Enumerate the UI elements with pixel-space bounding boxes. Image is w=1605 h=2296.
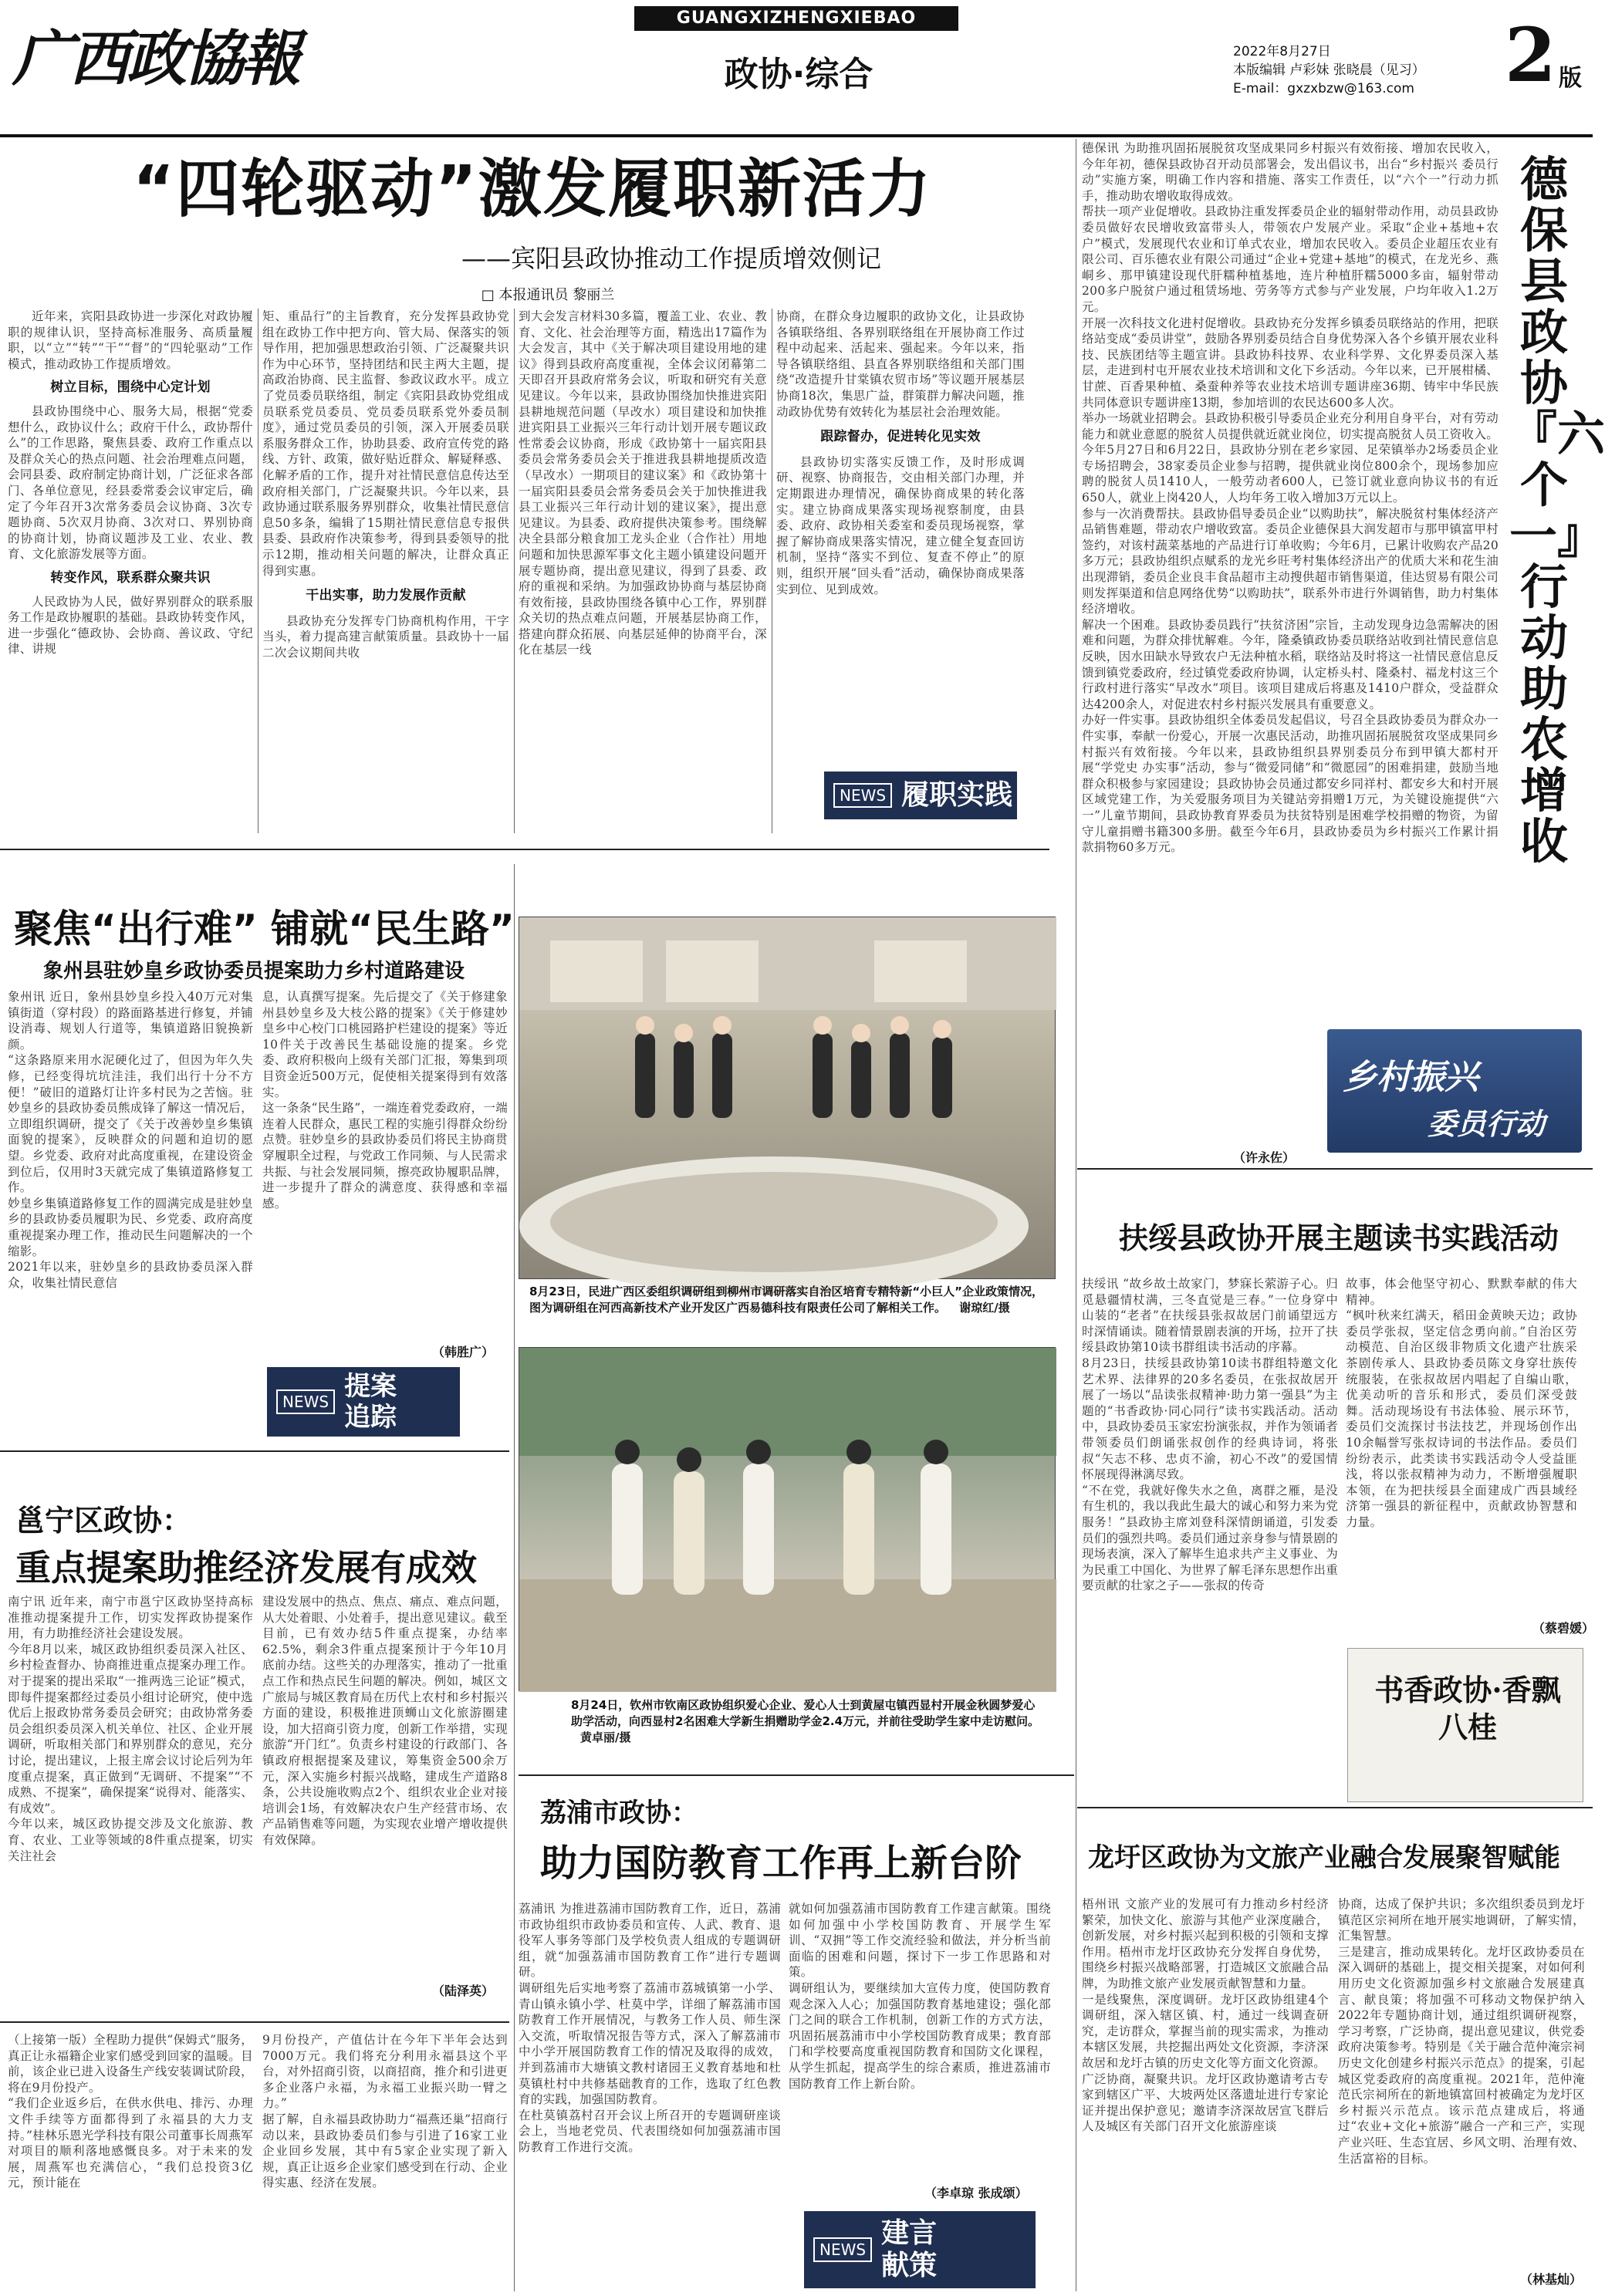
longxu-column-1: 梧州讯 文旅产业的发展可有力推动乡村经济繁荣，加快文化、旅游与其他产业深度融合，创新发展，对乡村振兴起到积极的引领和支撑作用。梧州市龙圩区政协充分发挥自身优势，围绕乡村振兴战略部署，打造城区文旅融合品牌，为助推文旅产业发展贡献智慧和力量。 一是线聚焦，深度调研。龙圩区政协组建4个调研组，深入辖区镇、村，通过一线调查研究，走访群众，掌握当前的现实需求，为推动本辖区发展，共挖掘出两处文化资源，李济深故居和龙圩古镇的历史文化等方面文化资源。 广泛协商，凝聚共识。龙圩区政协邀请考古专家到辖区广平、大坡两处区落遗址进行专家论证并提出保护意见；邀请李济深故居宣飞群后人及城区有关部门召开文化旅游座谈: [1082, 1897, 1329, 2134]
lead-paragraph: 近年来，宾阳县政协进一步深化对政协履职的规律认识，坚持高标准服务、高质量履职，以“立”“转”“干”“督”的“四轮驱动”工作模式，推动政协工作提质增效。: [8, 309, 253, 371]
lead-byline: □ 本报通讯员 黎丽兰: [481, 287, 615, 303]
photo-credit: 谢琼红/摄: [959, 1301, 1010, 1315]
xiangzhou-subtitle: 象州县驻妙皇乡政协委员提案助力乡村道路建设: [43, 960, 465, 983]
fusui-column-1: 扶绥讯 “故乡故土故家门，梦寐长萦游子心。归觅悬疆情杖满，三冬直觉是三春。”一位身穿中山装的“老者”在扶绥县张叔故居门前诵望远方时深情诵读。随着情景剧表演的开场，拉开了扶绥县政协第10读书群组读书活动的序幕。 8月23日，扶绥县政协第10读书群组特邀文化艺术界、法律界的20多名委员，在张叔故居开展了一场以“品读张叔精神·助力第一强县”为主题的“书香政协·同心同行”读书实践活动。活动中，县政协委员玉家宏扮演张叔，并作为领诵者带领委员们朗诵张叔创作的经典诗词，将张叔“矢志不移、忠贞不渝，初心不改”的爱国情怀展现得淋漓尽致。 “不在党，我就好像失水之鱼，离群之雁，是没有生机的，我以我此生最大的诚心和努力来为党服务！”县政协主席刘登科深情朗诵道，引发委员们的强烈共鸣。委员们通过亲身参与情景剧的现场表演，深入了解毕生追求共产主义事业、为为民重工中国化、为世界了解毛泽东思想作出重要贡献的壮家之子——张叔的传奇: [1082, 1277, 1338, 1593]
lead-paragraph: 到大会发言材料30多篇，覆盖工业、农业、教育、文化、社会治理等方面，精选出17篇作为大会发言，其中《关于解决项目建设用地的建议》得到县政府高度重视，全体会议闭幕第二天即召开县政府常务会议，听取和研究有关意见建议。今年以来，县政协围绕加快推进宾阳县耕地规范问题（早改水）项目建设和加快推进宾阳县工业振兴三年行动计划开展专题议政性常委会议协商，形成《政协第十一届宾阳县委员会常务委员会关于推进我县耕地提质改造（早改水）一期项目的建议案》和《政协第十一届宾阳县委员会常务委员会关于加快推进我县工业振兴三年行动计划的建议案》，提出意见建议。为县委、政府提供决策参考。围绕解决全县部分粮食加工龙头企业（合作社）用地问题和加快思源军事文化主题小镇建设问题开展专题协商，提出意见建议，得到了县委、政府的重视和采纳。为加强政协协商与基层协商有效衔接，县政协围绕各镇中心工作，界别群众关切的热点难点问题，开展基层协商工作，搭建向群众拓展、向基层延伸的协商平台，深化在基层一线: [519, 309, 767, 657]
xiangzhou-column-2: 息，认真撰写提案。先后提交了《关于修建象州县妙皇乡及大枝公路的提案》《关于修建妙皇乡中心校门口桃园路护栏建设的提案》等近10件关于改善民生基础设施的提案。乡党委、政府积极向上级有关部门汇报，筹集到项目资金近500万元，促使相关提案得到有效落实。 这一条条“民生路”，一端连着党委政府，一端连着人民群众，惠民工程的实施引得群众纷纷点赞。驻妙皇乡的县政协委员们将民主协商贯穿履职全过程，与党政工作同频、与人民需求共振、与社会发展同频，擦亮政协履职品牌，进一步提升了群众的满意度、获得感和幸福感。: [262, 990, 508, 1210]
longxu-headline: 龙圩区政协为文旅产业融合发展聚智赋能: [1088, 1842, 1560, 1873]
news-badge-advice: NEWS 建言献策: [804, 2211, 1036, 2288]
lead-paragraph: 县政协围绕中心、服务大局，根据“党委想什么，政协议什么；政府干什么，政协帮什么”的工作思路，聚焦县委、政府工作重点以及群众关心的热点问题、社会治理难点问题，会同县委、政府制定协商计划，广泛征求各部门、各单位意见，经县委常委会议审定后，确定了今年召开3次常务委员会议协商、3次专题协商、5次双月协商、3次对口、界别协商的协商计划，协商议题涉及工业、农业、教育、文化旅游发展等方面。: [8, 403, 253, 562]
fusui-bottom-rule: [1077, 1807, 1593, 1808]
section-title: 政协·综合: [724, 55, 873, 94]
caption-text: 8月24日，钦州市钦南区政协组织爱心企业、爱心人士到黄屋屯镇西显村开展金秋圆梦爱心助学活动，向西显村2名困难大学新生捐赠助学金2.4万元，并前往受助学生家中走访慰问。: [571, 1698, 1040, 1728]
dexiao-body: 德保讯 为助推巩固拓展脱贫攻坚成果同乡村振兴有效衔接、增加农民收入，今年年初，德保县政协召开动员部署会，发出倡议书，出台“乡村振兴 委员行动”实施方案，明确工作内容和措施、落实工作责任，以“六个一”行动力抓手，推动助农增收取得成效。 帮扶一项产业促增收。县政协注重发挥委员企业的辐射带动作用，动员县政协委员做好农民增收致富带头人，带领农户发展产业。采取“企业+基地+农户”模式，发展现代农业和订单式农业，增加农民收入。委员企业超压农业有限公司、百乐德农业有限公司通过“企业+党建+基地”的模式，在龙光乡、燕峒乡、那甲镇建设现代肝糯种植基地，连片种植肝糯5000多亩，辐射带动200多户脱贫户通过租赁场地、劳务等方式参与产业发展，户均年收入1.2万元。 开展一次科技文化进村促增收。县政协充分发挥乡镇委员联络站的作用，把联络站变成“委员讲堂”，鼓励各界别委员结合自身优势深入各个乡镇开展农业科技、民族团结等主题宣讲。县政协科技界、农业科学界、文化界委员深入基层，走进到村屯开展农业技术培训和文化下乡活动。今年以来，已开展柑橘、甘蔗、百香果种植、桑蚕种养等农业技术培训专题讲座36期、铸牢中华民族共同体意识专题讲座13期，参加培训的农民达600多人次。 举办一场就业招聘会。县政协积极引导委员企业充分利用自身平台，对有劳动能力和就业意愿的脱贫人员提供就近就业岗位，切实提高脱贫人员工资收入。今年5月27日和6月22日，县政协分别在老乡家园、足荣镇举办2场委员企业专场招聘会，38家委员企业参与招聘，提供就业岗位800余个，现场参加应聘的脱贫人员1410人，一般劳动者600人，已签订就业意向协议书的有近650人，就业上岗420人，人均年务工收入增加3万元以上。 参与一次消费帮扶。县政协倡导委员企业“以购助扶”，解决脱贫村集体经济产品销售难题，带动农户增收致富。委员企业德保县大润发超市与那甲镇富甲村签约，对该村蔬菜基地的产品进行订单收购；今年6月，已累计收购农产品20多万元；县政协组织点赋系的龙光乡旺考村集体经济出产的优质大米和花生油出现滞销，委员企业良丰食品超市主动搜供超市销售渠道，佳达贸易有限公司则发挥渠道和信息网络优势“以购助扶”，联系外市进行外调销售，助力村集体经济增收。 解决一个困难。县政协委员践行“扶贫济困”宗旨，主动发现身边急需解决的困难和问题，为群众排忧解难。今年，隆桑镇政协委员联络站收到社情民意信息反映，因水田缺水导致农户无法种植水稻，联络站及时将这一社情民意信息反馈到镇党委政府，经过镇党委政府协调，认定桥头村、隆桑村、福龙村这三个行政村进行落实“早改水”项目。该项目建成后将惠及1410户群众，受益群众达4200余人，对促进农村乡村振兴发展具有重要意义。 办好一件实事。县政协组织全体委员发起倡议，号召全县政协委员为群众办一件实事，奉献一份爱心，开展一次惠民活动，助推巩固拓展脱贫攻坚成果同乡村振兴有效衔接。今年以来，县政协组织县界别委员分布到甲镇大都村开展“学党史 办实事”活动，参与“微爱同储”和“微愿园”的困难捐建，鼓励当地群众积极参与家园建设；县政协协会员通过都安乡同祥村、都安乡大和村开展区域党建工作，为关爱服务项目为关键站旁捐赠1万元，为关键设施提供“六一”儿童节期间，县政协教育界委员为扶贫特别是困难学校捐赠的物资，为留守儿童捐赠书籍300多册。截至今年6月，县政协委员为乡村振兴工作累计捐款捐物60多万元。: [1082, 141, 1499, 855]
newspaper-logo: 广西政協報: [12, 24, 299, 94]
badge-line-2: 委员行动: [1428, 1107, 1546, 1141]
lead-section-heading: 转变作风，联系群众聚共识: [50, 569, 211, 586]
continuation-column-2: 9月份投产，产值估计在今年下半年会达到7000万元。我们将充分利用永福县这个平台，对外招商引资，以商招商，推介和引进更多企业落户永福，为永福工业振兴助一臂之力。” 据了解，自永福县政协助力“福燕还巢”招商行动以来，县政协委员们参与引进了16家工业企业回乡发展，其中有5家企业实现了新入规，真正让返乡企业家们感受到在行动、企业得实惠、经济在发展。: [262, 2033, 508, 2190]
news-badge-label: 履职实践: [901, 779, 1013, 811]
badge-calligraphy: 书香政协·香飘八桂: [1374, 1673, 1561, 1744]
yongning-headline: 重点提案助推经济发展有成效: [15, 1547, 477, 1589]
column-divider: [514, 864, 515, 2291]
lead-subtitle: ——宾阳县政协推动工作提质增效侧记: [461, 244, 881, 273]
lead-section-heading: 干出实事，助力发展作贡献: [306, 588, 466, 604]
photo-caption-2: [571, 1697, 1046, 1746]
lead-column-4: [776, 309, 1025, 772]
column-divider: [514, 309, 515, 833]
lead-paragraph: 县政协充分发挥专门协商机构作用，干字当头，着力提高建言献策质量。县政协十一届二次会议期间共收: [262, 613, 509, 660]
lipu-headline-pre: 荔浦市政协：: [540, 1798, 698, 1828]
editor-email: E-mail：gxzxbzw@163.com: [1233, 81, 1414, 96]
page-number-suffix: 版: [1559, 65, 1582, 92]
exhibition-hall-illustration: [519, 917, 1056, 1280]
yongning-column-1: 南宁讯 近年来，南宁市邕宁区政协坚持高标准推动提案提升工作，切实发挥政协提案作用，有力助推经济社会建设发展。 今年8月以来，城区政协组织委员深入社区、乡村检查督办、协商推进重点提案办理工作。对于提案的提出采取“一推两选三论证”模式，即每件提案都经过委员小组讨论研究，使中选优后上报政协常务委员会研究；由政协常务委员会组织委员深入机关单位、社区、企业开展调研，听取相关部门和界别群众的意见，充分讨论，提出建议，上报主席会议讨论后列为年度重点提案，真正做到“无调研、不提案”“不成熟、不提案”，确保提案“说得对、能落实、有成效”。 今年以来，城区政协提交涉及文化旅游、教育、农业、工业等领域的8件重点提案，切实关注社会: [8, 1595, 253, 1863]
continuation-column-1: （上接第一版）全程助力提供“保姆式”服务，真正让永福籍企业家们感受到回家的温暖。目前，该企业已进入设备生产线安装调试阶段，将在9月份投产。 “我们企业返乡后，在供水供电、排污、办理文件手续等方面都得到了永福县的大力支持。”桂林乐恩光学科技有限公司董事长周燕军对项目的顺利落地感慨良多。对于未来的发展，周燕军也充满信心，“我们总投资3亿元，预计能在: [8, 2033, 253, 2190]
xiangzhou-author: （韩胜广）: [432, 1345, 495, 1359]
caption-text: 8月23日，民进广西区委组织调研组到柳州市调研落实自治区培育专精特新“小巨人”企业政策情况，图为调研组在河西高新技术产业开发区广西易德科技有限责任公司了解相关工作。: [529, 1285, 1044, 1315]
news-badge-proposal: NEWS 提案追踪: [267, 1367, 460, 1437]
lead-bottom-rule: [0, 849, 1049, 850]
dexiao-bottom-rule: [1077, 1168, 1593, 1170]
longxu-column-2: 协商，达成了保护共识；多次组织委员到龙圩镇范区宗祠所在地开展实地调研，了解实情，汇集智慧。 三是建言，推动成果转化。龙圩区政协委员在深入调研的基础上，提交相关提案，对如何利用历史文化资源加强乡村文旅融合发展建真言、献良策；将加强不可移动文物保护纳入2022年专题协商计划，通过组织调研视察，学习考察，广泛协商，提出意见建议，供党委政府决策参考。特别是《关于融合范仲淹宗祠历史文化创建乡村振兴示范点》的提案，引起城区党委政府的高度重视。2021年，范仲淹范氏宗祠所在的新地镇富回村被确定为龙圩区乡村振兴示范点。该示范点建成后，将通过“农业+文化+旅游”融合一产和三产，实现产业兴旺、生态宜居、乡风文明、治理有效、生活富裕的目标。: [1338, 1897, 1585, 2166]
fusui-column-2: 故事，体会他坚守初心、默默奉献的伟大精神。 “枫叶秋来红满天，稻田金黄映天边；政协委员学张叔，坚定信念勇向前。”自治区劳动模范、自治区级非物质文化遗产壮族采茶剧传承人、县政协委员陈文身穿壮族传统服装，在张叔故居内唱起了自编山歌，优美动听的音乐和形式，委员们深受鼓舞。活动现场设有书法体验、展示环节，委员们交流探讨书法技艺，并现场创作出10余幅誉写张叔诗词的书法作品。委员们纷纷表示，此类读书实践活动令人受益匪浅，将以张叔精神为动力，不断增强履职本领，在为把扶绥县全面建成广西县域经济第一强县的新征程中，贡献政协智慧和力量。: [1346, 1277, 1577, 1529]
yongning-column-2: 建设发展中的热点、焦点、痛点、难点问题，从大处着眼、小处着手，提出意见建议。截至目前，已有效办结5件重点提案，办结率62.5%，剩余3件重点提案预计于今年10月底前办结。这些关的办理落实，推动了一批重点工作和热点民生问题的解决。例如，城区文广旅局与城区教育局在历代上农村和乡村振兴方面的建设，积极推进顶蛳山文化旅游圈建设，加大招商引资力度，创新工作举措，实现旅游“开门红”。负责乡村建设的行政部门、各镇政府根据提案及建议，筹集资金500余万元，深入实施乡村振兴战略，建成生产道路8条，公共设施收购点2个、组织农业企业对接培训会1场，有效解决农户生产经营市场、农产品销售难等问题，为实现农业增产增收提供有效保障。: [262, 1595, 508, 1847]
page-number: 2: [1505, 12, 1556, 99]
lead-column-2: [262, 309, 509, 833]
longxu-author: （林基灿）: [1520, 2272, 1583, 2287]
news-badge-practice: NEWS 履职实践: [824, 772, 1017, 819]
photo-exhibition-hall: [519, 917, 1056, 1279]
lead-headline: “四轮驱动”激发履职新活力: [133, 153, 932, 226]
news-badge-label: 提案追踪: [344, 1371, 397, 1433]
lipu-headline: 助力国防教育工作再上新台阶: [540, 1842, 1022, 1885]
masthead: [0, 0, 1593, 139]
book-fragrance-badge: [1347, 1648, 1583, 1802]
photo-credit: 黄卓丽/摄: [580, 1730, 631, 1744]
yongning-author: （陆泽英）: [432, 1984, 495, 1998]
lead-section-heading: 树立目标，围绕中心定计划: [50, 380, 211, 396]
lipu-column-2: 就如何加强荔浦市国防教育工作建言献策。围绕如何加强中小学校国防教育、开展学生军训、“双拥”等工作交流经验和做法，并分析当前面临的困难和问题，探讨下一步工作思路和对策。 调研组认为，要继续加大宣传力度，使国防教育观念深入人心；加强国防教育基地建设；强化部门之间的联合工作机制，创新工作的方式方法，巩固拓展荔浦市中小学校国防教育成果；教育部门和学校要高度重视国防教育和国防文化课程，从学生抓起，提高学生的综合素质，推进荔浦市国防教育工作上新台阶。: [789, 1902, 1051, 2091]
lipu-author: （李卓琼 张成颂）: [924, 2186, 1028, 2200]
xiangzhou-column-1: 象州讯 近日，象州县妙皇乡投入40万元对集镇街道（穿村段）的路面路基进行修复，并铺设消毒、规划人行道等，集镇道路旧貌换新颜。 “这条路原来用水泥硬化过了，但因为年久失修，已经变得坑坑洼洼，我们出行十分不方便！”破旧的道路灯让许多村民为之苦恼。驻妙皇乡的县政协委员熊成锋了解这一情况后，立即组织调研，提交了《关于改善妙皇乡集镇面貌的提案》，反映群众的问题和迫切的愿望。乡党委、政府对此高度重视，在建设资金到位后，仅用时3天就完成了集镇道路修复工作。 妙皇乡集镇道路修复工作的圆满完成是驻妙皇乡的县政协委员履职为民、乡党委、政府高度重视提案办理工作，推动民生问题解决的一个缩影。 2021年以来，驻妙皇乡的县政协委员深入群众，收集社情民意信: [8, 990, 253, 1290]
page-editors: 本版编辑 卢彩妹 张晓晨（见习）: [1233, 62, 1425, 78]
lipu-column-1: 荔浦讯 为推进荔浦市国防教育工作，近日，荔浦市政协组织市政协委员和宣传、人武、教育、退役军人事务等部门及学校负责人组成的专题调研组，就“加强荔浦市国防教育工作”进行专题调研。 调研组先后实地考察了荔浦市荔城镇第一小学、青山镇永镇小学、杜莫中学，详细了解荔浦市国防教育工作开展情况，与教务工作人员、师生深入交流，听取情况报告等方式，深入了解荔浦市中小学开展国防教育工作的情况及取得的成效，并到荔浦市大塘镇文教村诸园王义教育基地和杜莫镇杜村中共修基础教育的工作，选取了红色教育的实践，加强国防教育。 在杜莫镇荔村召开会议上所召开的专题调研座谈会上，当地老党员、代表围绕如何加强荔浦市国防教育工作进行交流。: [519, 1902, 781, 2154]
student-aid-illustration: [519, 1348, 1056, 1692]
dexiao-vertical-title: 德保县政协『六个一』行动助农增收: [1509, 151, 1605, 869]
xiangzhou-headline: 聚焦“出行难” 铺就“民生路”: [14, 907, 515, 951]
lead-paragraph: 县政协切实落实反馈工作，及时形成调研、视察、协商报告，交由相关部门办理，并定期跟进办理情况，确保协商成果的转化落实。建立协商成果落实现场视察制度，由县委、政府、政协相关委室和委员现场视察，掌握了解协商成果落实情况，建立健全复查回访机制，坚持“落实不到位、复查不停止”的原则，组织开展“回头看”活动，确保协商成果落实到位、见到成效。: [776, 454, 1025, 596]
issue-date: 2022年8月27日: [1233, 44, 1331, 59]
news-badge-label: 建言献策: [881, 2217, 938, 2281]
badge-line-1: 乡村振兴: [1343, 1058, 1478, 1097]
lead-paragraph: 协商，在群众身边履职的政协文化，让县政协各镇联络组、各界别联络组在开展协商工作过程中动起来、活起来、强起来。今年以来，指导各镇联络组、县直各界别联络组和关部门围绕“改造提升甘棠镇农贸市场”等议题开展基层协商18次，集思广益，群策群力解决问题，推动政协优势有效转化为基层社会治理效能。: [776, 309, 1025, 419]
photo-caption-1: [529, 1284, 1046, 1316]
rural-revitalization-badge: [1327, 1029, 1582, 1153]
masthead-rule: [0, 134, 1593, 137]
dexiao-author: （许永佐）: [1233, 1150, 1296, 1165]
lead-column-1: [8, 309, 253, 833]
fusui-headline: 扶绥县政协开展主题读书实践活动: [1118, 1221, 1559, 1255]
continuation-top-rule: [0, 2021, 509, 2023]
lead-section-heading: 跟踪督办，促进转化见实效: [820, 429, 981, 445]
pinyin-banner: GUANGXIZHENGXIEBAO: [634, 6, 958, 31]
yongning-top-rule: [0, 1450, 509, 1452]
lead-paragraph: 人民政协为人民，做好界别群众的联系服务工作是政协履职的基础。县政协转变作风，进一步强化“德政协、会协商、善议政、守纪律、讲规: [8, 594, 253, 657]
lipu-top-rule: [519, 1774, 1074, 1776]
lead-paragraph: 矩、重品行”的主旨教育，充分发挥县政协党组在政协工作中把方向、管大局、保落实的领导作用，把加强思想政治引领、广泛凝聚共识作为中心环节，坚持团结和民主两大主题，提高政治协商、民主监督、参政议政水平。成立了党员委员联络组，制定《宾阳县政协党组成员联系党员委员、党员委员联系党外委员制度》，通过党员委员的引领，深入开展委员联系服务群众工作，协助县委、政府宣传党的路线、方针、政策，做好贴近群众、解疑释惑、化解矛盾的工作，提升对社情民意信息传达至政府相关部门，广泛凝聚共识。今年以来，县政协通过联系服务界别群众，收集社情民意信息50多条，编辑了15期社情民意信息专报供县委、县政府作决策参考，得到县委领导的批示12期，推动相关问题的解决，让群众真正得到实惠。: [262, 309, 509, 578]
yongning-headline-pre: 邕宁区政协：: [15, 1504, 192, 1538]
fusui-author: （蔡碧媛）: [1532, 1621, 1595, 1636]
photo-student-aid: [519, 1347, 1056, 1691]
lead-column-3: [519, 309, 767, 833]
